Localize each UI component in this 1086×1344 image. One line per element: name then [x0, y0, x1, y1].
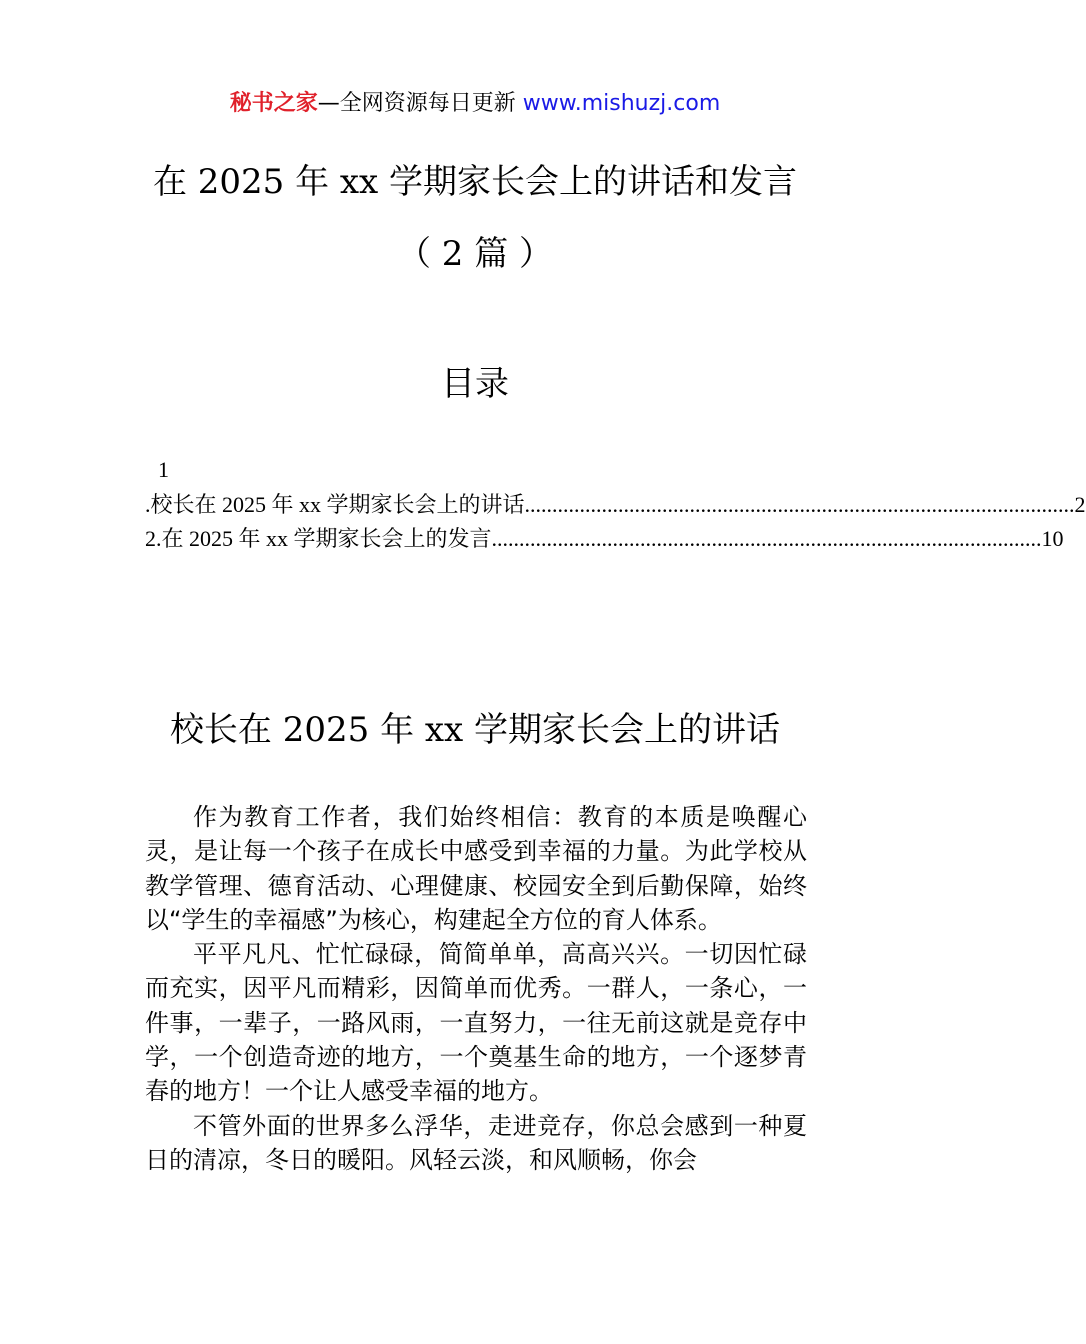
body-paragraph-1: 作为教育工作者，我们始终相信：教育的本质是唤醒心灵，是让每一个孩子在成长中感受到幸福的力量。为此学校从教学管理、德育活动、心理健康、校园安全到后勤保障，始终以“学生的幸福感”为核心，构建起全方位的育人体系。: [145, 803, 807, 934]
toc-item-1-number: 1: [158, 457, 169, 482]
body-paragraph-2: 平平凡凡、忙忙碌碌，简简单单，高高兴兴。一切因忙碌而充实，因平凡而精彩，因简单而优秀。一群人，一条心，一件事，一辈子，一路风雨，一直努力，一往无前这就是竞存中学，一个创造奇迹的地方，一个奠基生命的地方，一个逐梦青春的地方！一个让人感受幸福的地方。: [145, 940, 807, 1106]
banner-tagline: —全网资源每日更新: [317, 91, 516, 116]
document-subtitle: （ 2 篇 ）: [396, 234, 554, 274]
toc-item-1[interactable]: [145, 490, 1086, 520]
toc-item-2-leader: ....................................................................................................: [491, 526, 1042, 551]
toc-item-2[interactable]: [145, 524, 1064, 554]
banner-brand: 秘书之家: [229, 91, 318, 116]
toc-heading: 目录: [441, 364, 509, 404]
body-paragraph-3: 不管外面的世界多么浮华，走进竞存，你总会感到一种夏日的清凉，冬日的暖阳。风轻云淡，和风顺畅，你会: [145, 1111, 807, 1174]
section-body: [145, 800, 807, 1177]
document-title: 在 2025 年 xx 学期家长会上的讲话和发言: [152, 162, 798, 202]
toc-item-2-text: 2.在 2025 年 xx 学期家长会上的发言: [145, 526, 492, 551]
section-title: 校长在 2025 年 xx 学期家长会上的讲话: [169, 710, 781, 750]
toc-item-1-leader: ....................................................................................................: [524, 492, 1075, 517]
banner-site-link[interactable]: www.mishuzj.com: [522, 91, 721, 116]
toc-item-2-page: 10: [1041, 526, 1064, 551]
site-banner: [0, 88, 950, 120]
toc-item-1-page: 2: [1074, 492, 1086, 517]
toc-item-1-text: .校长在 2025 年 xx 学期家长会上的讲话: [145, 492, 525, 517]
